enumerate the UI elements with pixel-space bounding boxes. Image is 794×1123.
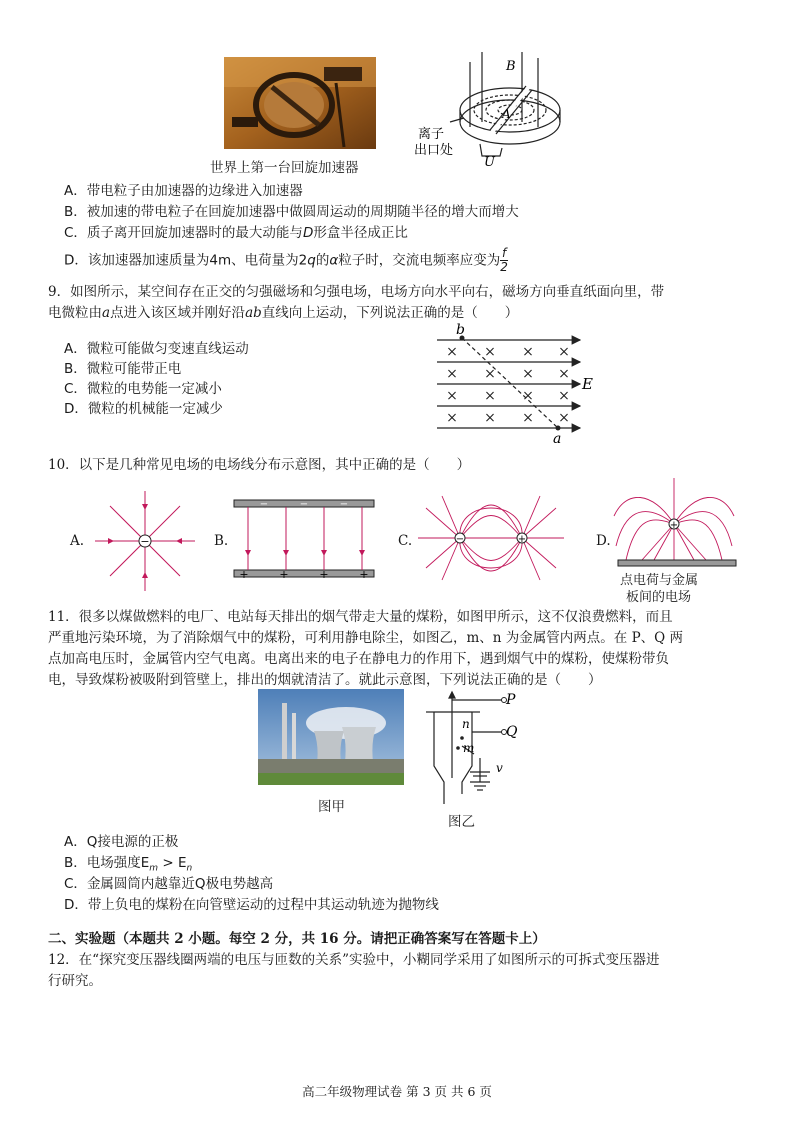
- label-m: m: [463, 741, 475, 755]
- cross-5: ×: [446, 366, 458, 382]
- cross-4: ×: [558, 344, 570, 360]
- q11-option-b: B．电场强度$E_m > E_n$: [64, 855, 193, 874]
- q11-option-c: C．金属圆筒内越靠近Q极电势越高: [64, 876, 274, 892]
- cyc-label-a: A: [502, 107, 511, 121]
- fig-yi-caption: 图乙: [448, 814, 475, 830]
- label-v: v: [496, 761, 503, 775]
- cross-7: ×: [522, 366, 534, 382]
- cross-12: ×: [558, 388, 570, 404]
- q10b-bot-1: +: [239, 568, 249, 581]
- cross-10: ×: [484, 388, 496, 404]
- label-p: P: [506, 692, 516, 708]
- q10-label-d: D.: [596, 533, 611, 549]
- q10a-sign: −: [140, 535, 150, 548]
- frac-f-over-2: $\frac{f}{2}$: [500, 246, 508, 274]
- cyc-label-u: U: [484, 155, 495, 170]
- q10-fig-a: [92, 488, 198, 594]
- fig-jia-caption: 图甲: [318, 799, 345, 815]
- cross-13: ×: [446, 410, 458, 426]
- cyc-label-b: B: [506, 59, 516, 74]
- q9-field-figure: [432, 322, 602, 444]
- q9-option-b: B．微粒可能带正电: [64, 361, 182, 377]
- point-a-label: a: [553, 431, 562, 444]
- q11-option-d: D．带上负电的煤粉在向管壁运动的过程中其运动轨迹为抛物线: [64, 897, 439, 913]
- cross-6: ×: [484, 366, 496, 382]
- cross-3: ×: [522, 344, 534, 360]
- cyclotron-photo: [224, 57, 376, 149]
- cyc-label-exit: 离子: [418, 127, 445, 142]
- cross-14: ×: [484, 410, 496, 426]
- q10-d-caption-1: 点电荷与金属: [620, 573, 699, 588]
- q10d-sign: +: [669, 520, 679, 531]
- power-plant-photo: [258, 689, 404, 785]
- cross-15: ×: [522, 410, 534, 426]
- q9-option-d: D．微粒的机械能一定减少: [64, 401, 223, 417]
- precipitator-diagram: [422, 686, 532, 808]
- label-q: Q: [506, 724, 518, 740]
- cyc-label-exit2: 出口处: [414, 143, 454, 158]
- q10b-bot-4: +: [359, 568, 369, 581]
- q11-option-a: A．Q接电源的正极: [64, 834, 179, 850]
- q12-stem: 12．在“探究变压器线圈两端的电压与匝数的关系”实验中，小糊同学采用了如图所示的可拆式变压器进 行研究。: [48, 952, 660, 989]
- q10-fig-c: [416, 488, 566, 588]
- q10-label-b: B.: [214, 533, 229, 549]
- q10-stem: 10．以下是几种常见电场的电场线分布示意图，其中正确的是（ ）: [48, 457, 471, 473]
- q8-option-d: D．该加速器加速质量为4m、电荷量为2q的α粒子时，交流电频率应变为 $\frac{f}{2}$: [64, 246, 508, 274]
- cross-1: ×: [446, 344, 458, 360]
- q10-label-a: A.: [70, 533, 85, 549]
- q8-option-c: C．质子离开回旋加速器时的最大动能与D形盒半径成正比: [64, 225, 408, 241]
- q10b-top-1: −: [259, 499, 269, 510]
- q9-stem: 9．如图所示，某空间存在正交的匀强磁场和匀强电场，电场方向水平向右，磁场方向垂直纸面向里，带 电微粒由a点进入该区域并刚好沿ab直线向上运动，下列说法正确的是（ ）: [48, 284, 665, 321]
- cross-11: ×: [522, 388, 534, 404]
- cyclotron-caption: 世界上第一台回旋加速器: [210, 160, 359, 176]
- q11-stem: 11．很多以煤做燃料的电厂、电站每天排出的烟气带走大量的煤粉，如图甲所示，这不仅浪费燃料，而且 严重地污染环境，为了消除烟气中的煤粉，可利用静电除尘，如图乙，m、n 为金属管内两点。在 P、Q 两 点加高电压时，金属管内空气电离。电离出来的电子在静电力的作用下，遇到烟气中的煤粉，使煤粉带负 电，导致煤粉被吸附到管壁上，排出的烟就清洁了。就此示意图，下列说法正确的是（ ）: [48, 609, 684, 688]
- q10b-top-2: −: [299, 499, 309, 510]
- q10-fig-d: [612, 476, 744, 572]
- q10b-bot-2: +: [279, 568, 289, 581]
- section2-title: 二、实验题（本题共 2 小题。每空 2 分，共 16 分。请把正确答案写在答题卡上）: [48, 931, 546, 947]
- q10-fig-b: [232, 496, 376, 582]
- q10c-right-sign: +: [517, 534, 527, 545]
- cross-9: ×: [446, 388, 458, 404]
- q10-d-caption-2: 板间的电场: [626, 590, 692, 605]
- q8-option-b: B．被加速的带电粒子在回旋加速器中做圆周运动的周期随半径的增大而增大: [64, 204, 519, 220]
- cyclotron-diagram: [410, 52, 580, 170]
- label-n: n: [462, 717, 470, 731]
- q8-option-a: A．带电粒子由加速器的边缘进入加速器: [64, 183, 303, 199]
- q10-label-c: C.: [398, 533, 413, 549]
- q9-option-c: C．微粒的电势能一定减小: [64, 381, 222, 397]
- cross-2: ×: [484, 344, 496, 360]
- page-footer: 高二年级物理试卷 第 3 页 共 6 页: [302, 1084, 492, 1099]
- point-b-label: b: [456, 322, 465, 338]
- cross-8: ×: [558, 366, 570, 382]
- q10b-bot-3: +: [319, 568, 329, 581]
- field-e-label: E: [582, 375, 593, 393]
- cross-16: ×: [558, 410, 570, 426]
- q10c-left-sign: −: [455, 534, 465, 545]
- q9-option-a: A．微粒可能做匀变速直线运动: [64, 341, 249, 357]
- q10b-top-3: −: [339, 499, 349, 510]
